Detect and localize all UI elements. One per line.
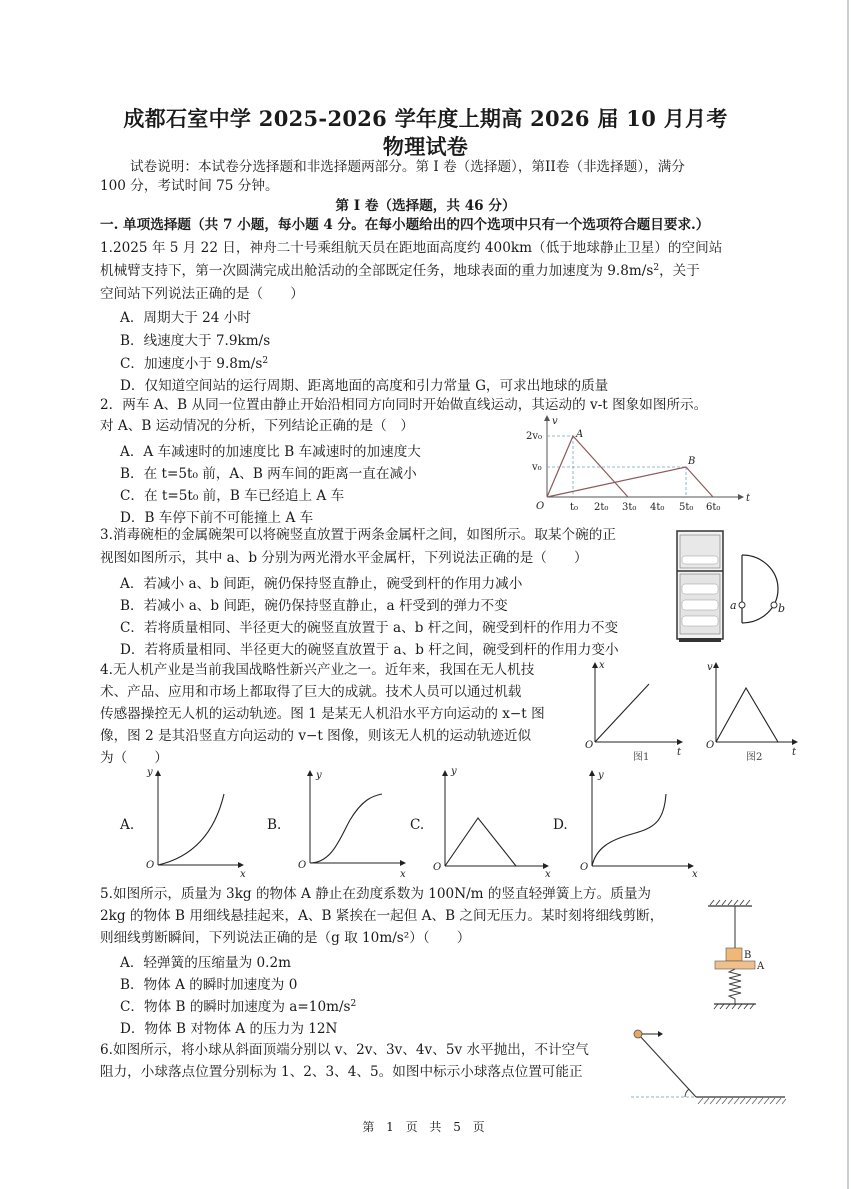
option-label: D． [120, 1021, 145, 1037]
x-axis-label: x [400, 869, 406, 880]
question-2-option-c[interactable] [120, 484, 344, 504]
question-5-stem-line-1: 5.如图所示，质量为 3kg 的物体 A 静止在劲度系数为 100N/m 的竖直轻弹簧上方。质量为 [100, 886, 652, 902]
option-label: B． [120, 598, 144, 614]
instructions-line-1: 试卷说明：本试卷分选择题和非选择题两部分。第 I 卷（选择题），第II卷（非选择题），满分 [130, 159, 685, 175]
option-label: A． [120, 444, 144, 460]
x-axis-label: t [677, 747, 682, 758]
rod-b-icon [771, 602, 777, 608]
superscript: 2 [653, 263, 660, 273]
axis-arrow-icon [307, 770, 313, 776]
question-6-stem-line-1: 6.如图所示，将小球从斜面顶端分别以 v、2v、3v、4v、5v 水平抛出，不计空气 [100, 1042, 589, 1058]
trajectory-curve [158, 794, 224, 865]
question-3-stem-line-2: 视图如图所示，其中 a、b 分别为两光滑水平金属杆，下列说法正确的是（ ） [100, 550, 588, 566]
question-1-stem-line-2-text: 机械臂支持下，第一次圆满完成出舱活动的全部既定任务，地球表面的重力加速度为 9.8m/s [100, 263, 654, 279]
axis-arrow-icon [400, 860, 406, 866]
question-4-option-b-graph[interactable] [292, 768, 412, 878]
superscript: 2 [262, 356, 269, 366]
x-tick-4t0: 4t₀ [650, 502, 665, 513]
axis-arrow-icon [442, 770, 448, 776]
vt-graph-figure [520, 415, 750, 515]
figure-1-xt-graph [585, 660, 685, 765]
incline [639, 1035, 696, 1097]
block-a-label: A [757, 961, 765, 972]
option-label: C． [120, 999, 144, 1015]
angle-arc-icon [685, 1089, 689, 1097]
instructions-line-2: 100 分，考试时间 75 分钟。 [100, 178, 279, 194]
origin-label: O [298, 860, 307, 871]
axis-arrow-icon [592, 662, 598, 668]
exam-title: 成都石室中学 2025-2026 学年度上期高 2026 届 10 月月考 [123, 106, 728, 131]
option-text: A 车减速时的加速度比 B 车减速时的加速度大 [143, 444, 421, 460]
option-label: A． [120, 576, 144, 592]
question-1-option-c[interactable] [120, 352, 268, 372]
x-tick-t0: t₀ [570, 502, 579, 513]
question-2-option-d[interactable] [120, 506, 313, 526]
rod-a-icon [739, 602, 745, 608]
trajectory-curve [592, 794, 666, 866]
question-4-option-c-label[interactable]: C. [410, 817, 425, 833]
x-tick-5t0: 5t₀ [679, 502, 694, 513]
option-text: 物体 B 对物体 A 的压力为 12N [144, 1021, 338, 1037]
x-axis-label: x [692, 869, 698, 880]
origin-label: O [585, 740, 594, 751]
section-title: 第 I 卷（选择题，共 46 分） [335, 198, 516, 214]
ball-icon [634, 1030, 642, 1038]
xt-line [595, 684, 649, 742]
t-axis-label: t [746, 493, 751, 504]
x-axis-label: x [545, 869, 551, 880]
option-text: 若减小 a、b 间距，碗仍保持竖直静止，a 杆受到的弹力不变 [143, 598, 508, 614]
option-text: 轻弹簧的压缩量为 0.2m [143, 955, 292, 971]
origin-label: O [433, 862, 442, 873]
question-3-option-c[interactable] [120, 616, 618, 636]
option-text: 若减小 a、b 间距，碗仍保持竖直静止，碗受到杆的作用力减小 [143, 576, 523, 592]
option-text: 若将质量相同、半径更大的碗竖直放置于 a、b 杆之间，碗受到杆的作用力变小 [144, 642, 619, 658]
question-1-stem-line-2-tail: ，关于 [659, 263, 700, 279]
question-5-option-a[interactable] [120, 951, 291, 971]
figure-2-vt-graph [706, 660, 806, 765]
question-6-stem-line-2: 阻力，小球落点位置分别标为 1、2、3、4、5。如图中标示小球落点位置可能正 [100, 1064, 583, 1080]
block-b-label: B [744, 950, 752, 961]
y-axis-label: y [316, 770, 322, 781]
axis-arrow-icon [792, 739, 798, 745]
x-tick-2t0: 2t₀ [594, 502, 609, 513]
option-text: 线速度大于 7.9km/s [143, 333, 271, 349]
question-2-stem-line-2: 对 A、B 运动情况的分析，下列结论正确的是（ ） [100, 418, 414, 434]
option-text: B 车停下前不可能撞上 A 车 [144, 510, 314, 526]
option-text: 物体 B 的瞬时加速度为 a=10m/s [144, 999, 351, 1015]
axis-arrow-icon [677, 739, 683, 745]
option-text: 周期大于 24 小时 [143, 310, 251, 326]
superscript: 2 [350, 999, 357, 1009]
point-b-label: B [688, 456, 696, 467]
question-5-stem-line-2: 2kg 的物体 B 用细线悬挂起来，A、B 紧挨在一起但 A、B 之间无压力。某时刻将细线剪断， [100, 908, 664, 924]
exam-subtitle: 物理试卷 [382, 134, 469, 159]
option-text: 在 t=5t₀ 前，B 车已经追上 A 车 [144, 488, 345, 504]
option-label: B． [120, 333, 144, 349]
option-text: 在 t=5t₀ 前，A、B 两车间的距离一直在减小 [143, 466, 417, 482]
question-4-stem-line-1: 4.无人机产业是当前我国战略性新兴产业之一。近年来，我国在无人机技 [100, 662, 535, 678]
x-axis-label: t [792, 747, 797, 758]
x-tick-6t0: 6t₀ [706, 502, 721, 513]
option-label: C． [120, 620, 144, 636]
question-1-option-a[interactable] [120, 306, 251, 326]
question-4-option-b-label[interactable]: B. [267, 817, 282, 833]
block-b [726, 948, 742, 961]
option-text: 加速度小于 9.8m/s [144, 356, 263, 372]
question-1-option-d[interactable] [120, 374, 608, 394]
question-4-option-a-label[interactable]: A. [120, 817, 135, 833]
dish-cabinet-illustration [676, 530, 736, 645]
x-tick-3t0: 3t₀ [622, 502, 637, 513]
y-tick-2v0: 2v₀ [526, 431, 543, 442]
question-4-option-d-graph[interactable] [580, 768, 705, 878]
option-text: 若将质量相同、半径更大的碗竖直放置于 a、b 杆之间，碗受到杆的作用力不变 [144, 620, 619, 636]
axis-arrow-icon [155, 770, 161, 776]
question-4-stem-line-2: 术、产品、应用和市场上都取得了巨大的成就。技术人员可以通过机载 [100, 684, 522, 700]
y-axis-label: x [599, 660, 605, 671]
question-3-option-b[interactable] [120, 594, 508, 614]
question-4-stem-line-3: 传感器操控无人机的运动轨迹。图 1 是某无人机沿水平方向运动的 x−t 图 [100, 706, 545, 722]
y-axis-label: v [707, 662, 713, 673]
page-edge-divider [847, 0, 849, 1189]
option-label: D． [120, 378, 145, 394]
option-label: A． [120, 955, 144, 971]
figure-1-caption: 图1 [633, 752, 650, 763]
question-5-option-b[interactable] [120, 973, 297, 993]
spring [729, 969, 741, 1004]
point-a-label: A [576, 429, 584, 440]
trajectory-curve [310, 794, 382, 863]
y-axis-label: y [451, 766, 457, 777]
question-1-stem-line-1: 1.2025 年 5 月 22 日，神舟二十号乘组航天员在距地面高度约 400km（低于地球静止卫星）的空间站 [100, 240, 723, 256]
origin-label: O [146, 860, 155, 871]
v-axis-label: v [552, 416, 558, 427]
vt-triangle [716, 688, 778, 742]
rod-a-label: a [730, 599, 737, 612]
velocity-arrow-icon [658, 1031, 663, 1037]
option-label: C． [120, 488, 144, 504]
guide-lines [547, 436, 686, 497]
question-3-stem-line-1: 3.消毒碗柜的金属碗架可以将碗竖直放置于两条金属杆之间，如图所示。取某个碗的正 [100, 527, 616, 543]
block-a [715, 961, 755, 969]
origin-label: O [536, 501, 545, 512]
question-5-option-c[interactable] [120, 995, 356, 1015]
question-2-option-b[interactable] [120, 462, 417, 482]
rod-b-label: b [778, 602, 786, 615]
option-label: B． [120, 466, 144, 482]
y-axis-label: y [598, 770, 604, 781]
part-heading: 一. 单项选择题（共 7 小题，每小题 4 分。在每小题给出的四个选项中只有一个选项符合题目要求.） [100, 217, 710, 233]
option-label: A． [120, 310, 144, 326]
axis-arrow-icon [238, 862, 244, 868]
option-label: B． [120, 977, 144, 993]
bowl-front-view-diagram [730, 553, 796, 628]
question-4-option-d-label[interactable]: D. [553, 817, 568, 833]
car-b-line [547, 467, 713, 497]
question-1-stem-line-3: 空间站下列说法正确的是（ ） [100, 286, 304, 302]
option-label: C． [120, 356, 144, 372]
question-5-stem-line-3: 则细线剪断瞬间，下列说法正确的是（g 取 10m/s²）（ ） [100, 930, 471, 946]
question-4-stem-line-5: 为（ ） [100, 750, 168, 766]
page-number-footer: 第 1 页 共 5 页 [362, 1120, 489, 1134]
y-axis-label: y [147, 767, 153, 778]
question-1-option-b[interactable] [120, 329, 270, 349]
trajectory-triangle [445, 818, 516, 866]
option-label: D． [120, 642, 145, 658]
question-2-option-a[interactable] [120, 440, 421, 460]
question-2-stem-line-1: 2．两车 A、B 从同一位置由静止开始沿相同方向同时开始做直线运动，其运动的 v-t 图象如图所示。 [100, 397, 708, 413]
axis-arrow-icon [713, 662, 719, 668]
figure-2-caption: 图2 [746, 752, 763, 763]
question-3-option-d[interactable] [120, 638, 619, 658]
question-3-option-a[interactable] [120, 572, 522, 592]
option-label: D． [120, 510, 145, 526]
question-4-stem-line-4: 像，图 2 是其沿竖直方向运动的 v−t 图像，则该无人机的运动轨迹近似 [100, 728, 532, 744]
t-axis-arrow-icon [738, 494, 744, 500]
question-4-option-a-graph[interactable] [146, 767, 260, 880]
spring-block-diagram [700, 898, 770, 1010]
option-text: 仅知道空间站的运行周期、距离地面的高度和引力常量 G，可求出地球的质量 [144, 378, 609, 394]
question-1-stem-line-2 [100, 262, 700, 280]
x-axis-label: x [240, 869, 246, 880]
question-5-option-d[interactable] [120, 1017, 337, 1037]
incline-projectile-diagram [628, 1026, 793, 1106]
v-axis-arrow-icon [544, 415, 550, 421]
option-text: 物体 A 的瞬时加速度为 0 [143, 977, 298, 993]
question-4-option-c-graph[interactable] [435, 768, 560, 878]
axis-arrow-icon [589, 770, 595, 776]
origin-label: O [706, 740, 715, 751]
origin-label: O [580, 862, 589, 873]
y-tick-v0: v₀ [532, 462, 542, 473]
